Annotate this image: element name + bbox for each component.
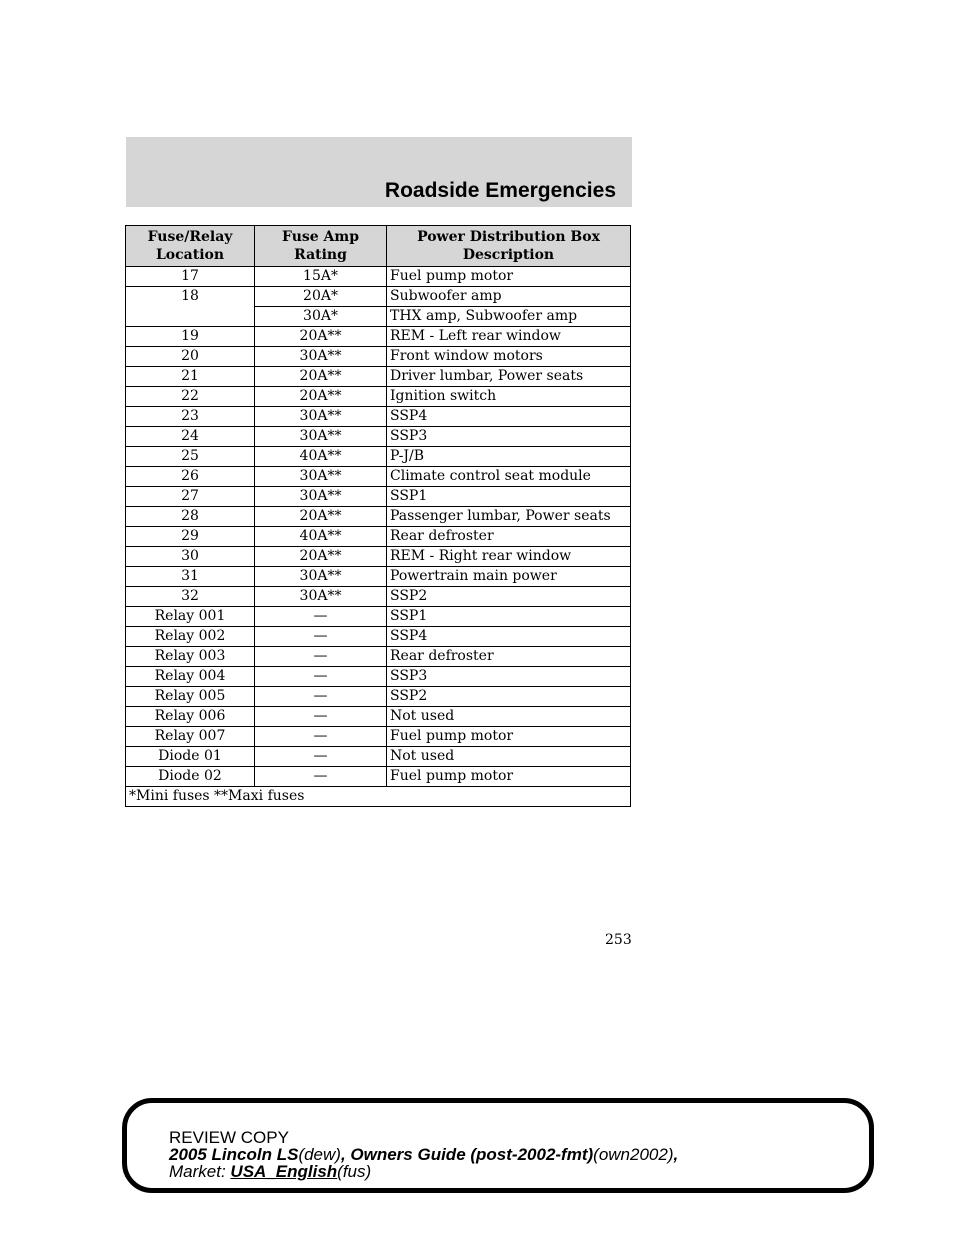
- fuse-table: [125, 225, 631, 807]
- table-row: [126, 707, 631, 727]
- table-row: [126, 427, 631, 447]
- cell-amp-rating: 30A**: [255, 567, 387, 587]
- review-line-2: [169, 1146, 678, 1163]
- cell-location: 21: [126, 367, 255, 387]
- review-copy-label: REVIEW COPY: [169, 1128, 289, 1147]
- section-title: Roadside Emergencies: [384, 179, 616, 202]
- market-code: (fus): [337, 1162, 372, 1181]
- cell-location: [126, 307, 255, 327]
- table-row: [126, 487, 631, 507]
- cell-description: SSP4: [387, 627, 631, 647]
- cell-location: Relay 001: [126, 607, 255, 627]
- cell-location: 25: [126, 447, 255, 467]
- header-amp-rating: [255, 226, 387, 267]
- table-row: [126, 547, 631, 567]
- cell-amp-rating: 30A**: [255, 407, 387, 427]
- table-row: [126, 327, 631, 347]
- cell-location: 26: [126, 467, 255, 487]
- vehicle-code: (dew): [298, 1145, 341, 1164]
- market-label: Market:: [169, 1162, 226, 1181]
- cell-location: 32: [126, 587, 255, 607]
- cell-location: Relay 006: [126, 707, 255, 727]
- table-row: [126, 727, 631, 747]
- header-band: [126, 137, 632, 207]
- cell-amp-rating: 30A**: [255, 467, 387, 487]
- table-row: [126, 607, 631, 627]
- cell-location: 24: [126, 427, 255, 447]
- cell-description: Driver lumbar, Power seats: [387, 367, 631, 387]
- cell-location: Relay 002: [126, 627, 255, 647]
- cell-description: SSP3: [387, 427, 631, 447]
- cell-amp-rating: —: [255, 767, 387, 787]
- cell-description: SSP2: [387, 687, 631, 707]
- cell-description: Powertrain main power: [387, 567, 631, 587]
- cell-amp-rating: 20A**: [255, 327, 387, 347]
- cell-location: 23: [126, 407, 255, 427]
- cell-amp-rating: 30A**: [255, 427, 387, 447]
- cell-description: Rear defroster: [387, 527, 631, 547]
- table-row: [126, 527, 631, 547]
- guide-code: (own2002): [593, 1145, 674, 1164]
- header-location-text: Fuse/Relay Location: [147, 229, 233, 263]
- cell-amp-rating: 20A**: [255, 367, 387, 387]
- header-amp-rating-text: Fuse Amp Rating: [282, 229, 359, 263]
- cell-description: Climate control seat module: [387, 467, 631, 487]
- cell-description: SSP1: [387, 487, 631, 507]
- cell-description: Fuel pump motor: [387, 267, 631, 287]
- header-description: [387, 226, 631, 267]
- table-row: [126, 647, 631, 667]
- table-row: [126, 667, 631, 687]
- footnote: *Mini fuses **Maxi fuses: [126, 787, 631, 807]
- footnote-row: [126, 787, 631, 807]
- cell-amp-rating: 30A**: [255, 347, 387, 367]
- table-row: [126, 467, 631, 487]
- cell-amp-rating: —: [255, 687, 387, 707]
- cell-amp-rating: 30A**: [255, 487, 387, 507]
- table-row: [126, 687, 631, 707]
- cell-description: SSP2: [387, 587, 631, 607]
- review-line-3: [169, 1163, 678, 1180]
- cell-amp-rating: —: [255, 627, 387, 647]
- cell-amp-rating: 20A**: [255, 387, 387, 407]
- cell-description: SSP1: [387, 607, 631, 627]
- vehicle-name: 2005 Lincoln LS: [169, 1145, 299, 1164]
- cell-description: Passenger lumbar, Power seats: [387, 507, 631, 527]
- cell-description: Front window motors: [387, 347, 631, 367]
- cell-location: 31: [126, 567, 255, 587]
- cell-description: Ignition switch: [387, 387, 631, 407]
- cell-amp-rating: —: [255, 727, 387, 747]
- cell-description: Not used: [387, 747, 631, 767]
- cell-description: SSP4: [387, 407, 631, 427]
- cell-location: Relay 004: [126, 667, 255, 687]
- table-row: [126, 587, 631, 607]
- market-value: USA_English: [230, 1162, 338, 1181]
- cell-description: REM - Left rear window: [387, 327, 631, 347]
- cell-location: 18: [126, 287, 255, 307]
- table-row: [126, 447, 631, 467]
- cell-description: Fuel pump motor: [387, 767, 631, 787]
- cell-location: Relay 003: [126, 647, 255, 667]
- table-row: [126, 387, 631, 407]
- review-line-1: [169, 1129, 678, 1146]
- table-body: [126, 267, 631, 787]
- cell-amp-rating: 15A*: [255, 267, 387, 287]
- cell-amp-rating: —: [255, 667, 387, 687]
- table-row: [126, 267, 631, 287]
- cell-amp-rating: 40A**: [255, 447, 387, 467]
- cell-location: 20: [126, 347, 255, 367]
- cell-location: Relay 005: [126, 687, 255, 707]
- table-row: [126, 347, 631, 367]
- cell-amp-rating: 20A**: [255, 507, 387, 527]
- cell-description: Fuel pump motor: [387, 727, 631, 747]
- review-text: [169, 1129, 678, 1180]
- cell-location: 17: [126, 267, 255, 287]
- cell-location: Diode 01: [126, 747, 255, 767]
- table-row: [126, 367, 631, 387]
- header-description-text: Power Distribution Box Description: [417, 229, 600, 263]
- cell-amp-rating: 20A*: [255, 287, 387, 307]
- cell-amp-rating: —: [255, 707, 387, 727]
- page-number: 253: [605, 932, 632, 948]
- cell-amp-rating: 20A**: [255, 547, 387, 567]
- cell-location: Diode 02: [126, 767, 255, 787]
- table-row: [126, 567, 631, 587]
- table-header-row: [126, 226, 631, 267]
- cell-description: Rear defroster: [387, 647, 631, 667]
- header-location: [126, 226, 255, 267]
- cell-amp-rating: 30A*: [255, 307, 387, 327]
- table-row: [126, 767, 631, 787]
- cell-description: Not used: [387, 707, 631, 727]
- cell-amp-rating: —: [255, 647, 387, 667]
- cell-description: REM - Right rear window: [387, 547, 631, 567]
- cell-location: 29: [126, 527, 255, 547]
- table-row: [126, 407, 631, 427]
- cell-amp-rating: 40A**: [255, 527, 387, 547]
- cell-location: 28: [126, 507, 255, 527]
- cell-location: Relay 007: [126, 727, 255, 747]
- table-row: [126, 287, 631, 307]
- cell-amp-rating: —: [255, 747, 387, 767]
- review-copy-box: [122, 1098, 874, 1193]
- line2-comma: ,: [673, 1145, 679, 1164]
- table-row: [126, 307, 631, 327]
- cell-description: Subwoofer amp: [387, 287, 631, 307]
- cell-description: SSP3: [387, 667, 631, 687]
- table-row: [126, 507, 631, 527]
- cell-description: THX amp, Subwoofer amp: [387, 307, 631, 327]
- table-row: [126, 627, 631, 647]
- cell-amp-rating: —: [255, 607, 387, 627]
- cell-location: 22: [126, 387, 255, 407]
- cell-location: 27: [126, 487, 255, 507]
- cell-description: P-J/B: [387, 447, 631, 467]
- cell-amp-rating: 30A**: [255, 587, 387, 607]
- guide-name: , Owners Guide (post-2002-fmt): [340, 1145, 594, 1164]
- cell-location: 30: [126, 547, 255, 567]
- table-row: [126, 747, 631, 767]
- cell-location: 19: [126, 327, 255, 347]
